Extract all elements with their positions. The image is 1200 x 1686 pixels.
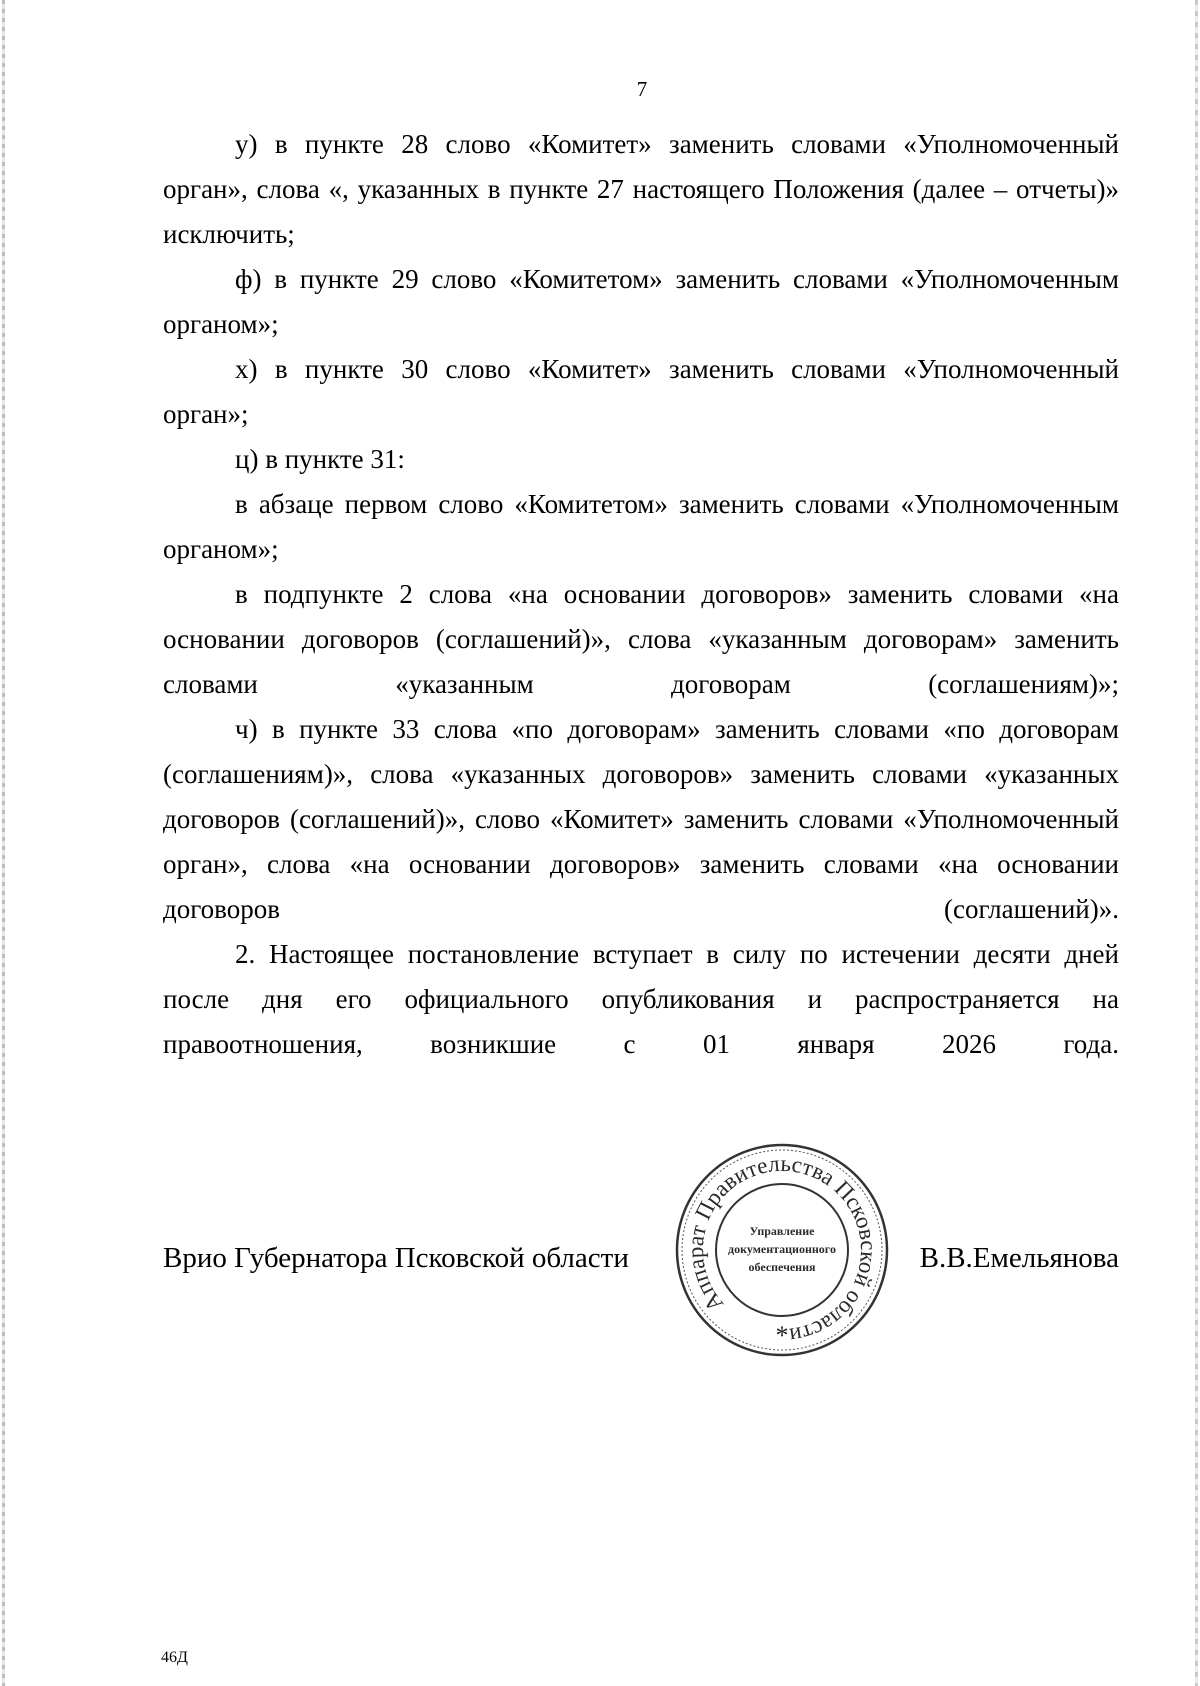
paragraph-ch: ч) в пункте 33 слова «по договорам» заменить словами «по договорам (соглашениям)», слова «указанных договоров» заменить словами «указанных договоров (соглашений)», слово «Комитет» заменить словами «Уполномоченный орган», слова «на основании договоров» заменить словами «на основании договоров (соглашений)».	[163, 714, 1119, 924]
document-body	[163, 122, 1119, 1067]
official-seal	[673, 1141, 891, 1359]
seal-inner-line-3: обеспечения	[748, 1260, 816, 1274]
paragraph-u: у) в пункте 28 слово «Комитет» заменить словами «Уполномоченный орган», слова «, указанных в пункте 27 настоящего Положения (далее – отчеты)» исключить;	[163, 129, 1119, 249]
paragraph-kh: х) в пункте 30 слово «Комитет» заменить словами «Уполномоченный орган»;	[163, 354, 1119, 429]
signature-block	[163, 1228, 1119, 1288]
signatory-title: Врио Губернатора Псковской области	[163, 1242, 629, 1274]
paragraph-ts-abzac: в абзаце первом слово «Комитетом» заменить словами «Уполномоченным органом»;	[163, 489, 1119, 564]
signatory-name: В.В.Емельянова	[919, 1242, 1119, 1274]
seal-ring-text: Аппарат Правительства Псковской области	[682, 1150, 882, 1349]
paragraph-f: ф) в пункте 29 слово «Комитетом» заменить словами «Уполномоченным органом»;	[163, 264, 1119, 339]
paragraph-ts-podpunkt: в подпункте 2 слова «на основании договоров» заменить словами «на основании договоров (соглашений)», слова «указанным договорам» заменить словами «указанным договорам (соглашениям)»;	[163, 579, 1119, 699]
seal-graphic	[673, 1141, 891, 1359]
seal-star-icon: *	[775, 1321, 789, 1350]
seal-inner-line-2: документационного	[728, 1242, 836, 1256]
paragraph-ts: ц) в пункте 31:	[235, 444, 405, 474]
footer-code: 46Д	[161, 1649, 188, 1666]
page-number: 7	[636, 77, 648, 101]
paragraph-2: 2. Настоящее постановление вступает в силу по истечении десяти дней после дня его официального опубликования и распространяется на правоотношения, возникшие с 01 января 2026 года.	[163, 939, 1119, 1059]
seal-inner-line-1: Управление	[749, 1224, 815, 1238]
